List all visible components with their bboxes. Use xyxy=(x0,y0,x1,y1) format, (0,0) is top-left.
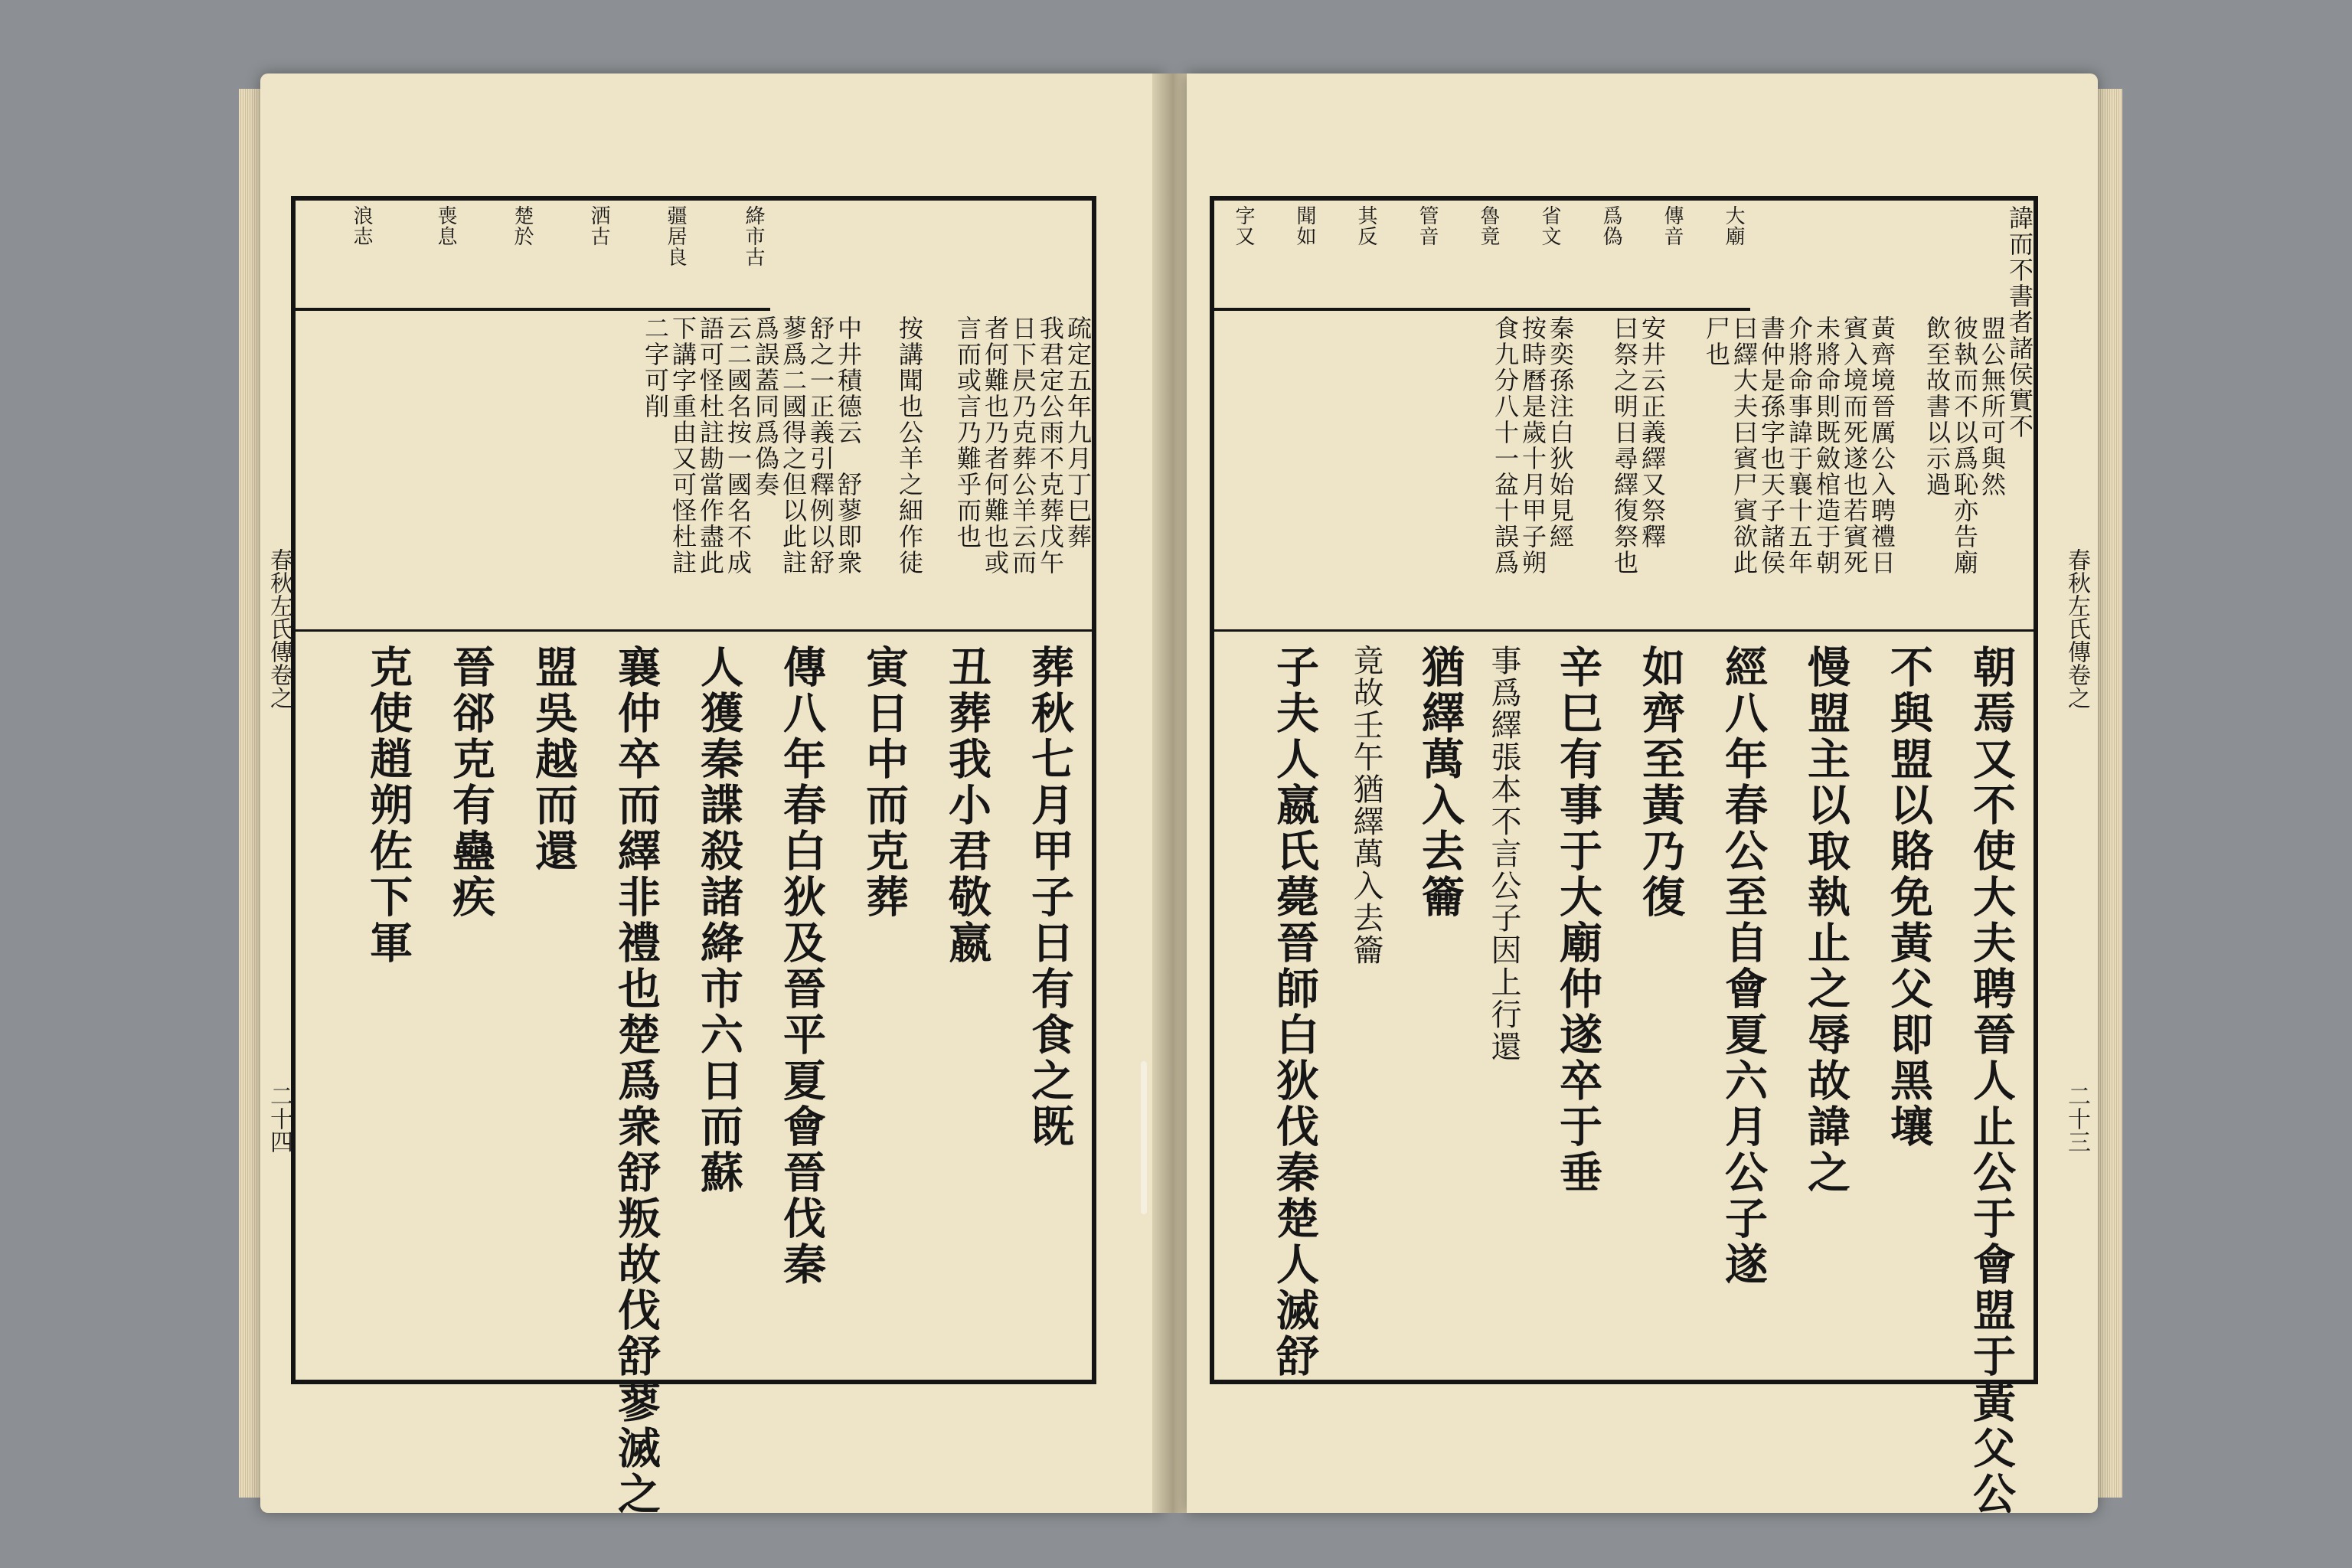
right-gloss-3: 爲偽 xyxy=(1599,205,1622,247)
right-main-col-8: 猶繹萬入去籥 xyxy=(1415,645,1465,920)
left-commentary-1: 疏定五年九月丁巳葬 xyxy=(1063,315,1093,550)
right-commentary-13: 曰祭之明日尋繹復祭也 xyxy=(1610,315,1639,576)
right-gloss-7: 其反 xyxy=(1354,205,1377,247)
right-main-col-10: 子夫人嬴氏薨晉師白狄伐秦楚人滅舒 xyxy=(1269,645,1320,1380)
left-main-col-8: 晉郤克有蠱疾 xyxy=(446,645,496,920)
right-commentary-4: 飲至故書以示過 xyxy=(1922,315,1952,498)
left-main-col-1: 葬秋七月甲子日有食之既 xyxy=(1024,645,1075,1150)
left-commentary-4: 者何難也乃者何難也或 xyxy=(981,315,1010,576)
left-main-col-9: 克使趙朔佐下軍 xyxy=(363,645,413,966)
right-commentary-1: 諱而不書者諸侯實不 xyxy=(2005,205,2034,439)
right-gloss-4: 省文 xyxy=(1538,205,1561,247)
left-main-col-4: 傳八年春白狄及晉平夏會晉伐秦 xyxy=(776,645,827,1288)
left-gloss-4: 楚於 xyxy=(511,205,534,247)
right-main-col-7: 事爲繹張本不言公子因上行還 xyxy=(1486,645,1521,1063)
right-main-col-1: 朝焉又不使大夫聘晉人止公于會盟于黃父公 xyxy=(1966,645,2017,1517)
right-commentary-2: 盟公無所可與然 xyxy=(1978,315,2007,498)
left-commentary-9: 蓼爲二國得之但以此註 xyxy=(779,315,808,576)
left-commentary-12: 語可怪杜註勘當作盡此 xyxy=(696,315,725,576)
left-folio: 二十四 xyxy=(266,1084,292,1153)
binding-thread xyxy=(1141,1061,1147,1214)
right-commentary-15: 按時曆是歲十月甲子朔 xyxy=(1518,315,1547,576)
right-margin-title: 春秋左氏傳卷之 xyxy=(2063,548,2090,709)
left-page xyxy=(260,74,1164,1517)
right-page xyxy=(1187,74,2098,1517)
left-text-frame xyxy=(291,196,1096,1517)
right-commentary-3: 彼執而不以爲恥亦告廟 xyxy=(1950,315,1979,576)
right-gloss-6: 管音 xyxy=(1416,205,1439,247)
left-main-col-6: 襄仲卒而繹非禮也楚爲衆舒叛故伐舒蓼滅之 xyxy=(611,645,662,1517)
left-gloss-6: 浪志 xyxy=(350,205,373,247)
left-section-divider xyxy=(296,629,1092,632)
left-header-gloss-box xyxy=(296,201,770,311)
left-gloss-3: 洒古 xyxy=(587,205,610,247)
left-commentary-11: 云二國名按一國名不成 xyxy=(724,315,753,576)
right-commentary-6: 賓入境而死遂也若賓死 xyxy=(1840,315,1869,576)
right-gloss-1: 大廟 xyxy=(1722,205,1745,247)
right-main-col-6: 辛巳有事于大廟仲遂卒于垂 xyxy=(1553,645,1603,1196)
left-commentary-6: 按講聞也公羊之細作徒 xyxy=(895,315,924,576)
right-gloss-2: 傳音 xyxy=(1661,205,1684,247)
right-folio: 二十三 xyxy=(2063,1084,2090,1153)
left-commentary-7: 中井積德云 舒蓼即衆 xyxy=(834,315,863,576)
right-text-frame xyxy=(1210,196,2038,1517)
left-commentary-10: 爲誤蓋同爲偽奏 xyxy=(751,315,780,498)
left-main-col-2: 丑葬我小君敬嬴 xyxy=(942,645,992,966)
left-commentary-13: 下講字重由又可怪杜註 xyxy=(668,315,697,576)
right-commentary-8: 介將命事諱于襄十五年 xyxy=(1785,315,1814,576)
right-gloss-5: 魯竟 xyxy=(1477,205,1500,247)
right-commentary-14: 秦奕孫注白狄始見經 xyxy=(1546,315,1575,550)
left-main-col-7: 盟吳越而還 xyxy=(528,645,579,874)
left-gloss-5: 喪息 xyxy=(434,205,457,247)
right-header-gloss-box xyxy=(1214,201,1750,311)
right-commentary-11: 尸也 xyxy=(1702,315,1731,368)
right-gloss-8: 聞如 xyxy=(1293,205,1316,247)
right-commentary-12: 安井云正義繹又祭釋 xyxy=(1638,315,1667,550)
left-commentary-3: 日下昃乃克葬公羊云而 xyxy=(1008,315,1037,576)
right-gloss-9: 字又 xyxy=(1232,205,1255,247)
left-gloss-1: 絳市古 xyxy=(742,205,765,267)
left-commentary-8: 舒之一正義引釋例以舒 xyxy=(806,315,835,576)
right-main-col-2: 不與盟以賂免黃父即黑壤 xyxy=(1883,645,1934,1150)
right-commentary-10: 曰繹大夫曰賓尸賓欲此 xyxy=(1730,315,1759,576)
right-main-col-3: 慢盟主以取執止之辱故諱之 xyxy=(1801,645,1851,1196)
left-main-col-3: 寅日中而克葬 xyxy=(859,645,910,920)
left-main-col-5: 人獲秦諜殺諸絳市六日而蘇 xyxy=(694,645,744,1196)
left-margin-title: 春秋左氏傳卷之 xyxy=(266,548,292,709)
right-commentary-7: 未將命則既斂棺造于朝 xyxy=(1812,315,1841,576)
left-gloss-2: 疆居良 xyxy=(664,205,687,267)
right-commentary-5: 黃齊境晉厲公入聘禮日 xyxy=(1867,315,1896,576)
left-commentary-14: 二字可削 xyxy=(641,315,670,420)
open-book xyxy=(230,74,2128,1517)
right-commentary-16: 食九分八十一盆十誤爲 xyxy=(1491,315,1520,576)
left-commentary-2: 我君定公雨不克葬戊午 xyxy=(1036,315,1065,576)
right-main-col-9: 竟故壬午猶繹萬入去籥 xyxy=(1348,645,1383,966)
left-commentary-5: 言而或言乃難乎而也 xyxy=(953,315,982,550)
right-main-col-5: 如齊至黃乃復 xyxy=(1635,645,1686,920)
right-main-col-4: 經八年春公至自會夏六月公子遂 xyxy=(1718,645,1769,1288)
right-section-divider xyxy=(1214,629,2034,632)
right-commentary-9: 書仲是孫字也天子諸侯 xyxy=(1757,315,1786,576)
